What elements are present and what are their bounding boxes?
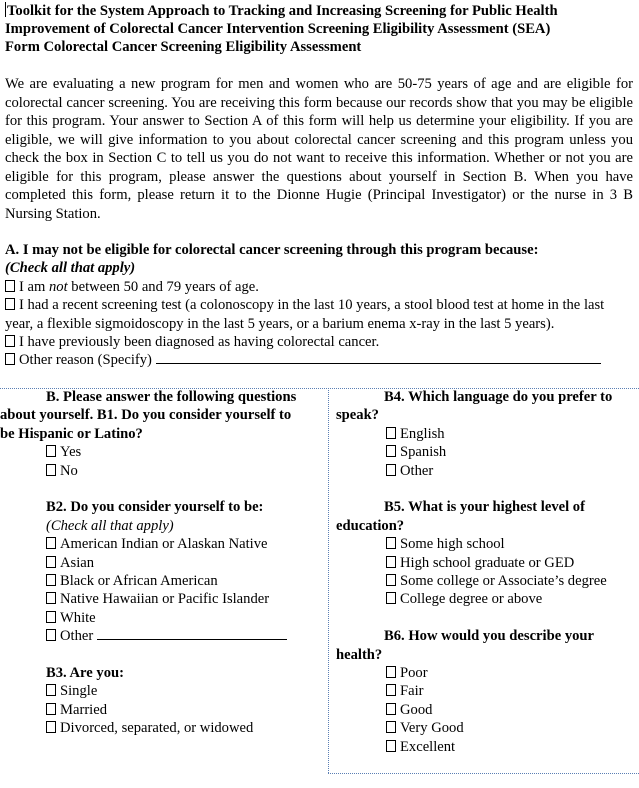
checkbox[interactable] <box>386 464 396 476</box>
b2-option[interactable]: Asian <box>0 554 326 572</box>
b4-option[interactable]: Other <box>336 462 636 480</box>
section-a-heading: A. I may not be eligible for colorectal cancer screening through this program because: <box>5 242 539 258</box>
title-line-2: Improvement of Colorectal Cancer Intervention Screening Eligibility Assessment (SEA) <box>5 21 551 37</box>
b3-option[interactable]: Single <box>0 682 326 700</box>
checkbox[interactable] <box>46 629 56 641</box>
b1-heading: about yourself. B1. Do you consider yourself to <box>0 407 292 424</box>
section-b-left <box>0 388 326 738</box>
b6-option[interactable]: Fair <box>336 682 636 700</box>
section-a-option-age[interactable]: I am not between 50 and 79 years of age. <box>5 278 635 296</box>
intro-paragraph: We are evaluating a new program for men and women who are 50-75 years of age and are eligible for colorectal cancer screening. You are receiving this form because our records show that you may be eligible for this program. Your answer to Section A of this form will help us determine your eligibility. If you are eligible, we will give information to you about colorectal cancer screening and this program unless you check the box in Section C to tell us you do not want to receive this information. Whether or not you are eligible for this program, please answer the questions about yourself in Section B. When you have completed this form, please return it to the Dionne Hugie (Principal Investigator) or the nurse in 3 B Nursing Station. <box>5 76 633 222</box>
b2-option[interactable]: American Indian or Alaskan Native <box>0 535 326 553</box>
b1-option-no[interactable]: No <box>0 462 326 480</box>
checkbox[interactable] <box>46 574 56 586</box>
section-a-option-other[interactable]: Other reason (Specify) <box>5 351 635 369</box>
other-race-blank[interactable] <box>97 627 287 640</box>
checkbox[interactable] <box>386 666 396 678</box>
b6-heading-cont: health? <box>336 646 383 663</box>
checkbox[interactable] <box>5 298 15 310</box>
b3-option[interactable]: Divorced, separated, or widowed <box>0 719 326 737</box>
bottom-divider <box>328 773 639 774</box>
section-a-option-recent-test[interactable]: I had a recent screening test (a colonoscopy in the last 10 years, a stool blood test at home in the last year, a flexible sigmoidoscopy in the last 5 years, or a barium enema x-ray in the last 5 years). <box>5 297 605 332</box>
title-line-3: Form Colorectal Cancer Screening Eligibility Assessment <box>5 39 362 55</box>
checkbox[interactable] <box>386 740 396 752</box>
checkbox[interactable] <box>386 574 396 586</box>
checkbox[interactable] <box>386 537 396 549</box>
checkbox[interactable] <box>386 556 396 568</box>
checkbox[interactable] <box>46 556 56 568</box>
b5-option[interactable]: Some high school <box>336 535 636 553</box>
b6-option[interactable]: Good <box>336 701 636 719</box>
checkbox[interactable] <box>46 592 56 604</box>
checkbox[interactable] <box>386 703 396 715</box>
checkbox[interactable] <box>5 353 15 365</box>
checkbox[interactable] <box>386 684 396 696</box>
b2-instruction: (Check all that apply) <box>46 517 174 534</box>
b5-heading: B5. What is your highest level of <box>384 499 585 516</box>
b1-option-yes[interactable]: Yes <box>0 443 326 461</box>
b1-heading-cont: be Hispanic or Latino? <box>0 425 143 442</box>
b4-option[interactable]: Spanish <box>336 443 636 461</box>
section-b-heading: B. Please answer the following questions <box>46 389 297 405</box>
b6-option[interactable]: Very Good <box>336 719 636 737</box>
checkbox[interactable] <box>46 445 56 457</box>
checkbox[interactable] <box>386 592 396 604</box>
b5-option[interactable]: Some college or Associate’s degree <box>336 572 636 590</box>
checkbox[interactable] <box>46 721 56 733</box>
checkbox[interactable] <box>386 427 396 439</box>
text-cursor <box>5 2 6 17</box>
b2-option[interactable]: Native Hawaiian or Pacific Islander <box>0 590 326 608</box>
b4-option[interactable]: English <box>336 425 636 443</box>
section-b-right <box>336 388 636 756</box>
checkbox[interactable] <box>5 280 15 292</box>
checkbox[interactable] <box>46 611 56 623</box>
other-reason-blank[interactable] <box>156 351 601 364</box>
form-title <box>5 2 635 56</box>
b4-heading-cont: speak? <box>336 407 379 424</box>
checkbox[interactable] <box>46 703 56 715</box>
section-a-option-diagnosed[interactable]: I have previously been diagnosed as having colorectal cancer. <box>5 333 635 351</box>
checkbox[interactable] <box>46 464 56 476</box>
b2-option-other[interactable]: Other <box>0 627 326 645</box>
b6-heading: B6. How would you describe your <box>384 628 595 645</box>
b2-option[interactable]: Black or African American <box>0 572 326 590</box>
b5-option[interactable]: High school graduate or GED <box>336 554 636 572</box>
b2-option[interactable]: White <box>0 609 326 627</box>
b3-option[interactable]: Married <box>0 701 326 719</box>
checkbox[interactable] <box>46 537 56 549</box>
section-a-instruction: (Check all that apply) <box>5 260 136 277</box>
b6-option[interactable]: Poor <box>336 664 636 682</box>
b6-option[interactable]: Excellent <box>336 738 636 756</box>
b5-option[interactable]: College degree or above <box>336 590 636 608</box>
checkbox[interactable] <box>46 684 56 696</box>
checkbox[interactable] <box>5 335 15 347</box>
column-divider <box>328 388 329 773</box>
section-a <box>5 241 635 370</box>
checkbox[interactable] <box>386 445 396 457</box>
b5-heading-cont: education? <box>336 517 405 534</box>
b2-heading: B2. Do you consider yourself to be: <box>46 499 264 516</box>
title-line-1: Toolkit for the System Approach to Tracking and Increasing Screening for Public Health <box>7 3 558 19</box>
b3-heading: B3. Are you: <box>46 665 124 682</box>
checkbox[interactable] <box>386 721 396 733</box>
b4-heading: B4. Which language do you prefer to <box>384 389 613 405</box>
